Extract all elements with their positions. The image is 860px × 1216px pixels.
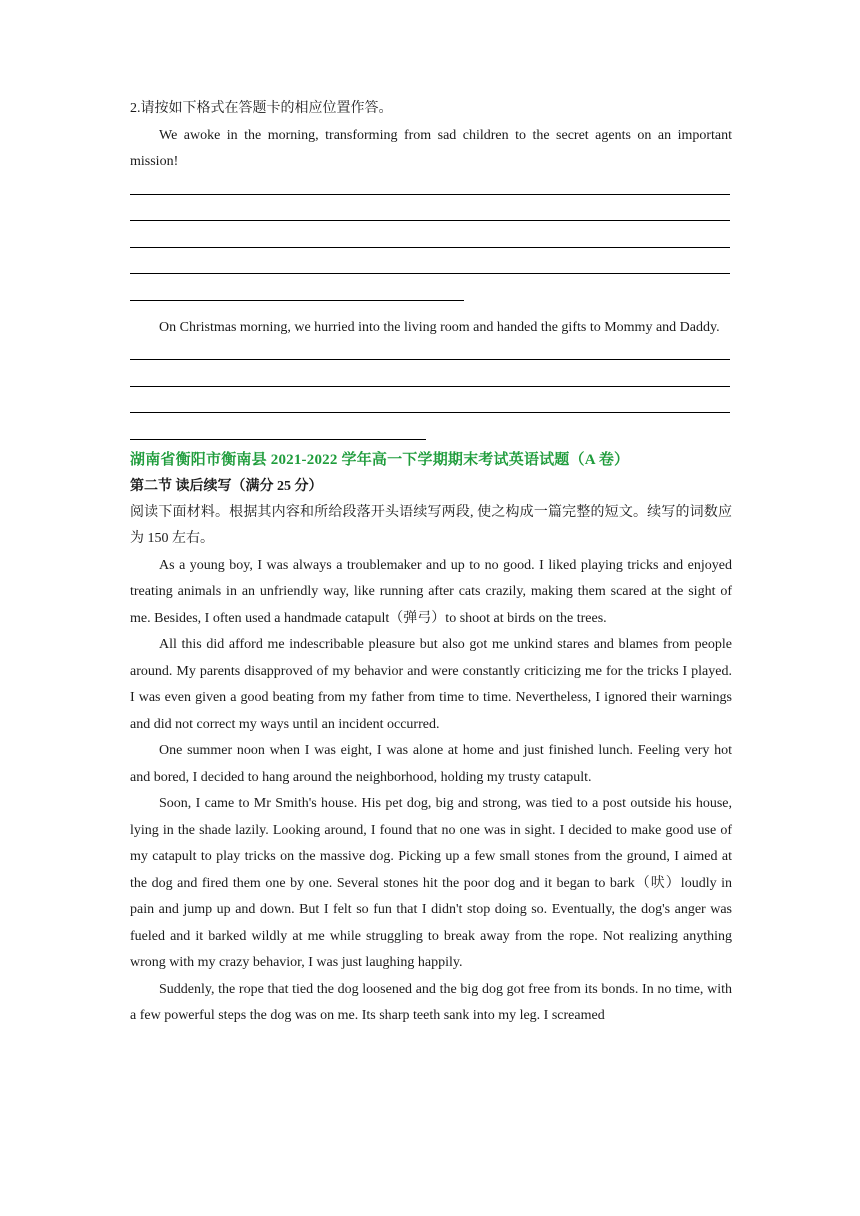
answer-line (130, 220, 730, 221)
exam-title: 湖南省衡阳市衡南县 2021-2022 学年高一下学期期末考试英语试题（A 卷） (130, 451, 630, 468)
answer-line (130, 386, 730, 387)
answer-line (130, 359, 730, 360)
answer-line (130, 300, 464, 301)
continuation-prompt-2: On Christmas morning, we hurried into the living room and handed the gifts to Mommy and Daddy. (159, 319, 720, 335)
answer-line (130, 412, 730, 413)
continuation-prompt-1: We awoke in the morning, transforming from sad children to the secret agents on an important mission! (130, 127, 732, 169)
answer-lines-2 (130, 341, 732, 440)
answer-line (130, 194, 730, 195)
instruction-2: 2.请按如下格式在答题卡的相应位置作答。 (130, 101, 393, 116)
answer-line (130, 439, 426, 440)
directions: 阅读下面材料。根据其内容和所给段落开头语续写两段, 使之构成一篇完整的短文。续写的词数应为 150 左右。 (130, 504, 732, 546)
answer-lines-1 (130, 176, 732, 301)
answer-line (130, 273, 730, 274)
document-page (130, 96, 732, 1030)
story-paragraph: All this did afford me indescribable pleasure but also got me unkind stares and blames from people around. My parents disapproved of my behavior and were constantly criticizing me for the tricks I played. I was even given a good beating from my father from time to time. Nevertheless, I ignored their warnings and did not correct my ways until an incident occurred. (130, 637, 732, 732)
section-title: 第二节 读后续写（满分 25 分） (130, 478, 323, 494)
story-paragraph: As a young boy, I was always a troublemaker and up to no good. I liked playing tricks and enjoyed treating animals in an unfriendly way, like running after cats crazily, making them scared at the sight of me. Besides, I often used a handmade catapult（弹弓）to shoot at birds on the trees. (130, 557, 732, 626)
story-paragraph: One summer noon when I was eight, I was alone at home and just finished lunch. Feeling very hot and bored, I decided to hang around the neighborhood, holding my trusty catapult. (130, 743, 732, 785)
story-paragraph: Suddenly, the rope that tied the dog loosened and the big dog got free from its bonds. In no time, with a few powerful steps the dog was on me. Its sharp teeth sank into my leg. I screamed (130, 981, 732, 1023)
story-paragraph: Soon, I came to Mr Smith's house. His pet dog, big and strong, was tied to a post outside his house, lying in the shade lazily. Looking around, I found that no one was in sight. I decided to make good use of my catapult to play tricks on the massive dog. Picking up a few small stones from the ground, I aimed at the dog and fired them one by one. Several stones hit the poor dog and it began to bark（吠）loudly in pain and jump up and down. But I felt so fun that I didn't stop doing so. Eventually, the dog's anger was fueled and it barked wildly at me while struggling to break away from the rope. Not realizing anything wrong with my crazy behavior, I was just laughing happily. (130, 796, 732, 970)
answer-line (130, 247, 730, 248)
